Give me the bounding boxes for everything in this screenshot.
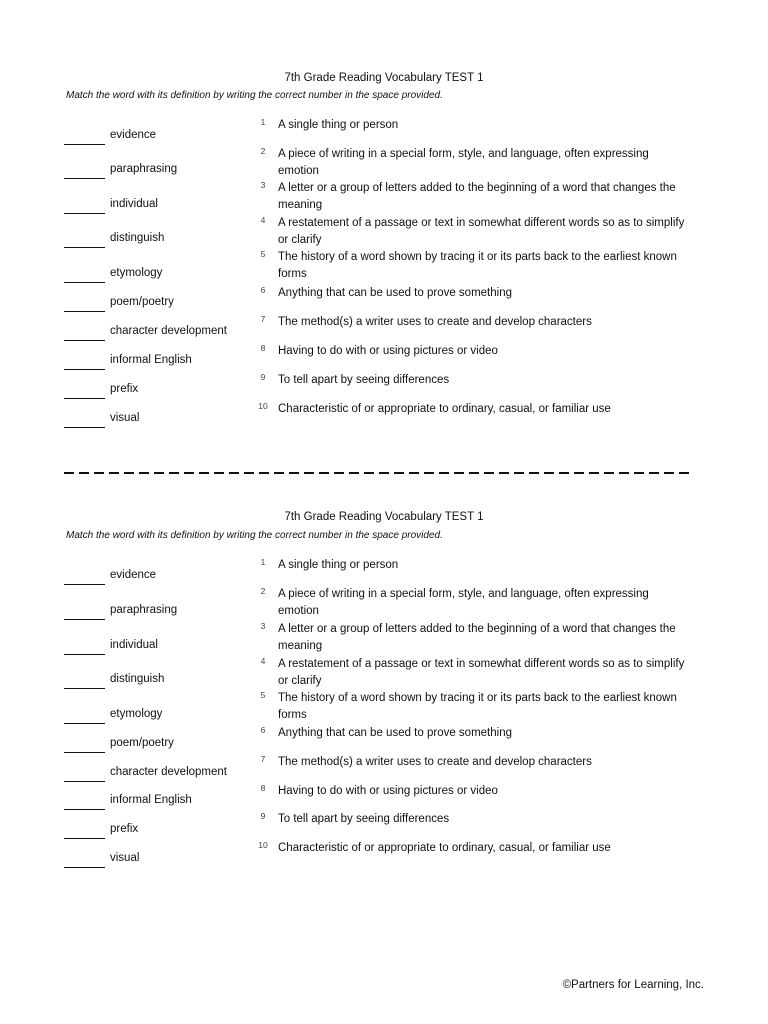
word-label: evidence [110, 569, 157, 581]
answer-blank[interactable] [64, 584, 105, 585]
definition-number: 3 [260, 621, 266, 631]
definition-number: 4 [260, 656, 266, 666]
test-title: 7th Grade Reading Vocabulary TEST 1 [284, 72, 484, 84]
answer-blank[interactable] [64, 144, 105, 145]
dashed-cut-line [64, 472, 694, 474]
definition-text: Having to do with or using pictures or video [278, 785, 498, 797]
definition-text: A letter or a group of letters added to the beginning of a word that changes the meaning [278, 182, 676, 211]
definition-text: Characteristic of or appropriate to ordinary, casual, or familiar use [278, 842, 611, 854]
definition-number: 2 [260, 586, 266, 596]
answer-blank[interactable] [64, 809, 105, 810]
word-label: character development [110, 766, 227, 778]
word-label: prefix [110, 823, 139, 835]
definition-text: Anything that can be used to prove something [278, 727, 512, 739]
definition-number: 8 [260, 343, 266, 353]
answer-blank[interactable] [64, 619, 105, 620]
definition-number: 4 [260, 215, 266, 225]
definition-text: The history of a word shown by tracing it or its parts back to the earliest known forms [278, 251, 677, 280]
definition-text: Anything that can be used to prove something [278, 287, 512, 299]
answer-blank[interactable] [64, 311, 105, 312]
definition-number: 1 [260, 117, 266, 127]
word-label: distinguish [110, 673, 165, 685]
definition-text: A restatement of a passage or text in somewhat different words so as to simplify or clarify [278, 658, 685, 687]
definition-text: To tell apart by seeing differences [278, 813, 450, 825]
definition-text: Having to do with or using pictures or video [278, 345, 498, 357]
definition-number: 6 [260, 725, 266, 735]
word-label: distinguish [110, 232, 165, 244]
definition-number: 10 [258, 840, 268, 850]
answer-blank[interactable] [64, 427, 105, 428]
answer-blank[interactable] [64, 752, 105, 753]
answer-blank[interactable] [64, 213, 105, 214]
definition-text: A single thing or person [278, 119, 399, 131]
instructions: Match the word with its definition by writing the correct number in the space provided. [66, 90, 443, 101]
definition-text: To tell apart by seeing differences [278, 374, 450, 386]
word-label: visual [110, 852, 140, 864]
definition-text: A single thing or person [278, 559, 399, 571]
word-label: etymology [110, 267, 163, 279]
word-label: informal English [110, 354, 192, 366]
definition-number: 10 [258, 401, 268, 411]
word-label: visual [110, 412, 140, 424]
answer-blank[interactable] [64, 723, 105, 724]
definition-number: 5 [260, 249, 266, 259]
word-label: evidence [110, 129, 157, 141]
definition-number: 6 [260, 285, 266, 295]
answer-blank[interactable] [64, 340, 105, 341]
word-label: prefix [110, 383, 139, 395]
definition-number: 2 [260, 146, 266, 156]
answer-blank[interactable] [64, 398, 105, 399]
definition-text: A restatement of a passage or text in somewhat different words so as to simplify or clarify [278, 217, 685, 246]
definition-text: A letter or a group of letters added to the beginning of a word that changes the meaning [278, 623, 676, 652]
instructions: Match the word with its definition by writing the correct number in the space provided. [66, 530, 443, 541]
word-label: etymology [110, 708, 163, 720]
answer-blank[interactable] [64, 178, 105, 179]
word-label: individual [110, 639, 158, 651]
answer-blank[interactable] [64, 247, 105, 248]
answer-blank[interactable] [64, 867, 105, 868]
definition-number: 1 [260, 557, 266, 567]
word-label: poem/poetry [110, 296, 174, 308]
word-label: paraphrasing [110, 163, 178, 175]
definition-number: 7 [260, 754, 266, 764]
definition-number: 8 [260, 783, 266, 793]
answer-blank[interactable] [64, 688, 105, 689]
word-label: poem/poetry [110, 737, 174, 749]
definition-text: A piece of writing in a special form, style, and language, often expressing emotion [278, 588, 649, 617]
test-title: 7th Grade Reading Vocabulary TEST 1 [284, 511, 484, 523]
definition-text: The history of a word shown by tracing it or its parts back to the earliest known forms [278, 692, 677, 721]
word-label: informal English [110, 794, 192, 806]
definition-number: 9 [260, 811, 266, 821]
definition-text: The method(s) a writer uses to create and develop characters [278, 316, 592, 328]
word-label: character development [110, 325, 227, 337]
definition-number: 9 [260, 372, 266, 382]
answer-blank[interactable] [64, 369, 105, 370]
definition-text: A piece of writing in a special form, style, and language, often expressing emotion [278, 148, 649, 177]
definition-number: 7 [260, 314, 266, 324]
definition-text: The method(s) a writer uses to create and develop characters [278, 756, 592, 768]
answer-blank[interactable] [64, 282, 105, 283]
answer-blank[interactable] [64, 654, 105, 655]
word-label: individual [110, 198, 158, 210]
definition-number: 5 [260, 690, 266, 700]
copyright-footer: ©Partners for Learning, Inc. [562, 979, 704, 991]
definition-number: 3 [260, 180, 266, 190]
answer-blank[interactable] [64, 838, 105, 839]
answer-blank[interactable] [64, 781, 105, 782]
definition-text: Characteristic of or appropriate to ordinary, casual, or familiar use [278, 403, 611, 415]
word-label: paraphrasing [110, 604, 178, 616]
